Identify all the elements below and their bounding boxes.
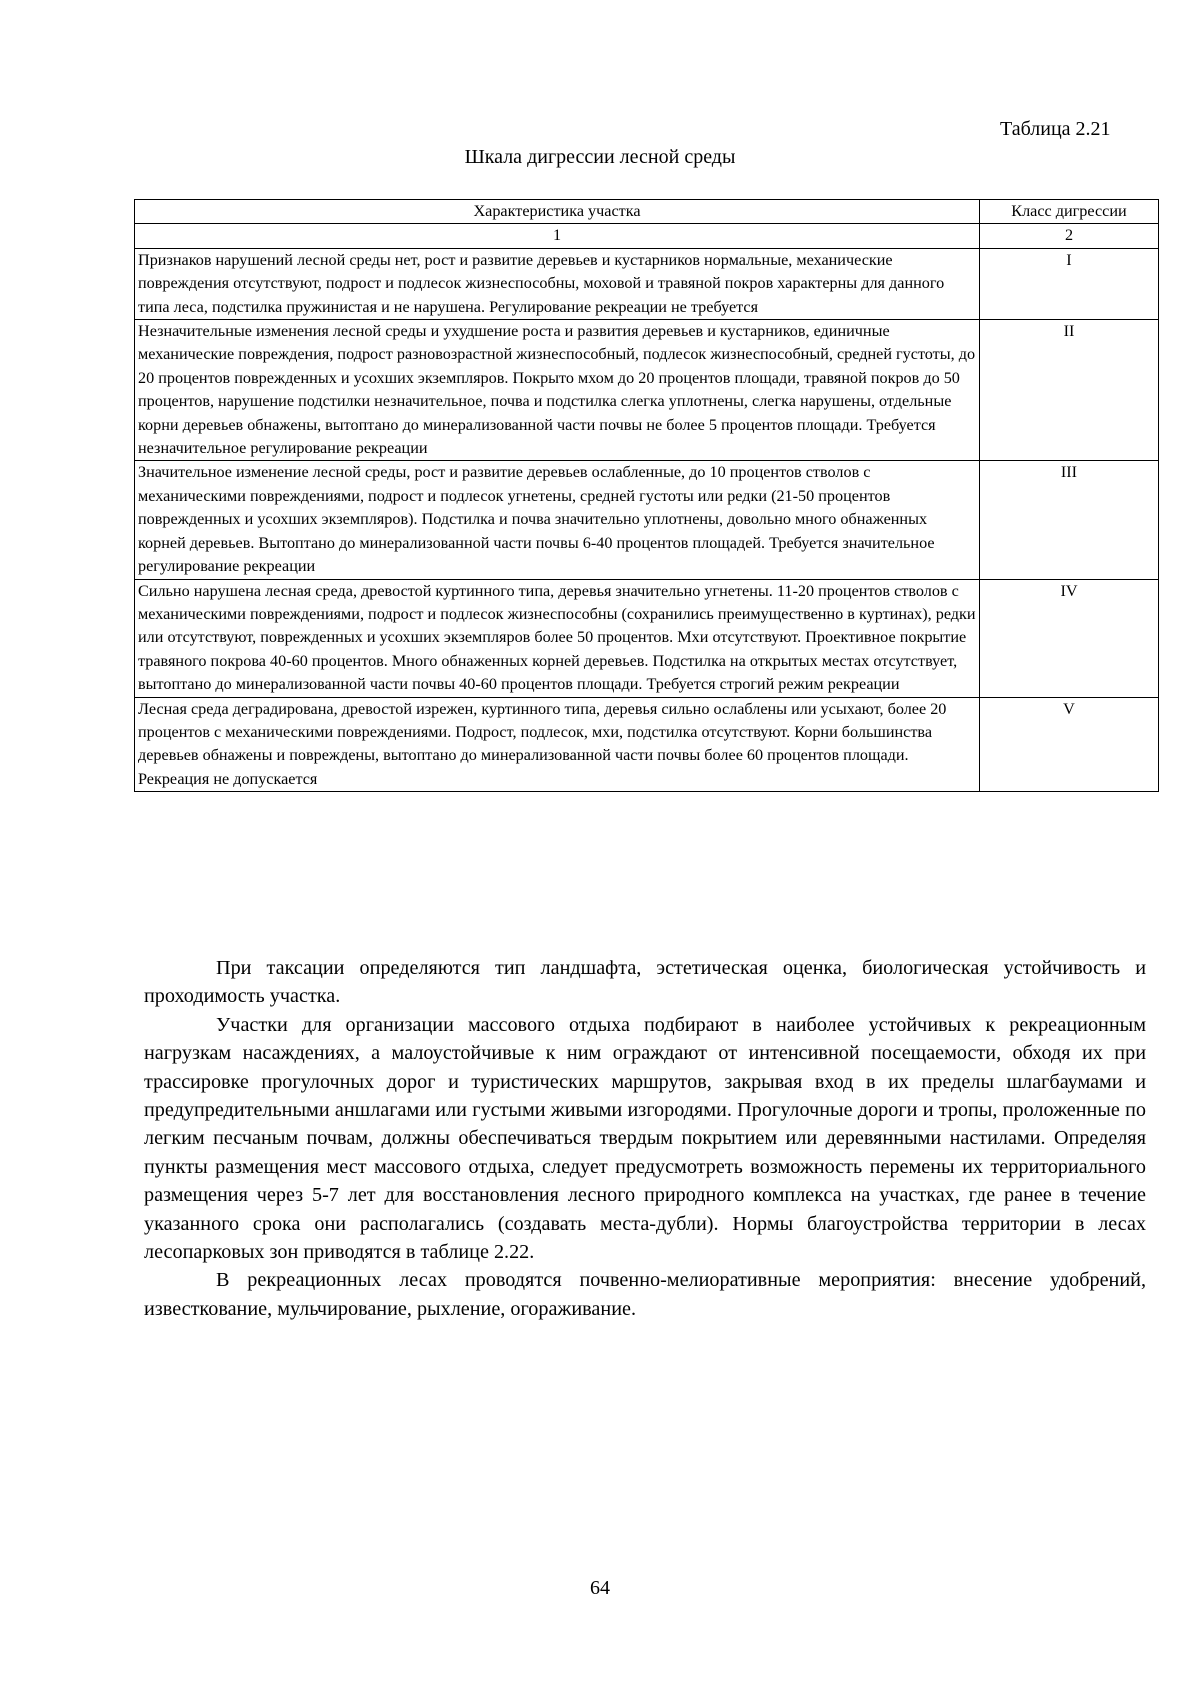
table-row — [135, 579, 1159, 697]
paragraph: При таксации определяются тип ландшафта, эстетическая оценка, биологическая устойчивость и проходимость участка. — [144, 957, 1146, 1008]
table-row — [135, 697, 1159, 792]
table-title: Шкала дигрессии лесной среды — [464, 146, 736, 168]
column-number-row — [135, 224, 1159, 248]
row-description: Значительное изменение лесной среды, рост и развитие деревьев ослабленные, до 10 процентов стволов с механическими повреждениями, подрост и подлесок угнетены, средней густоты или редки (21-50 процентов поврежденных и усохших экземпляров). Подстилка и почва значительно уплотнены, довольно много обнаженных корней деревьев. Вытоптано до минерализованной части почвы 6-40 процентов площадей. Требуется значительное регулирование рекреации — [135, 461, 980, 579]
row-description: Признаков нарушений лесной среды нет, рост и развитие деревьев и кустарников нормальные, механические повреждения отсутствуют, подрост и подлесок жизнеспособны, моховой и травяной покров характерны для данного типа леса, подстилка пружинистая и не нарушена. Регулирование рекреации не требуется — [135, 248, 980, 319]
header-digression-class: Класс дигрессии — [980, 200, 1159, 224]
table-header-row — [135, 200, 1159, 224]
column-number-1: 1 — [135, 224, 980, 248]
body-text — [144, 954, 1146, 1323]
row-class: I — [980, 248, 1159, 319]
paragraph: В рекреационных лесах проводятся почвенно-мелиоративные мероприятия: внесение удобрений, известкование, мульчирование, рыхление, огораживание. — [144, 1269, 1146, 1320]
row-description: Незначительные изменения лесной среды и ухудшение роста и развития деревьев и кустарников, единичные механические повреждения, подрост разновозрастной жизнеспособный, подлесок жизнеспособный, средней густоты, до 20 процентов поврежденных и усохших экземпляров. Покрыто мхом до 20 процентов площади, травяной покров до 50 процентов, нарушение подстилки незначительное, почва и подстилка слегка уплотнены, слегка нарушены, отдельные корни деревьев обнажены, вытоптано до минерализованной части почвы не более 5 процентов площади. Требуется незначительное регулирование рекреации — [135, 320, 980, 461]
row-description: Лесная среда деградирована, древостой изрежен, куртинного типа, деревья сильно ослаблены или усыхают, более 20 процентов с механическими повреждениями. Подрост, подлесок, мхи, подстилка отсутствуют. Корни большинства деревьев обнажены и повреждены, вытоптано до минерализованной части почвы более 60 процентов площади. Рекреация не допускается — [135, 697, 980, 792]
paragraph: Участки для организации массового отдыха подбирают в наиболее устойчивых к рекреационным нагрузкам насаждениях, а малоустойчивые к ним ограждают от интенсивной посещаемости, обходя их при трассировке прогулочных дорог и туристических маршрутов, закрывая вход в их пределы шлагбаумами и предупредительными аншлагами или густыми живыми изгородями. Прогулочные дороги и тропы, проложенные по легким песчаным почвам, должны обеспечиваться твердым покрытием или деревянными настилами. Определяя пункты размещения мест массового отдыха, следует предусмотреть возможность перемены их территориального размещения через 5-7 лет для восстановления лесного природного комплекса на участках, где ранее в течение указанного срока они располагались (создавать места-дубли). Нормы благоустройства территории в лесах лесопарковых зон приводятся в таблице 2.22. — [144, 1013, 1146, 1264]
row-class: II — [980, 320, 1159, 461]
row-class: III — [980, 461, 1159, 579]
row-class: V — [980, 697, 1159, 792]
table-row — [135, 461, 1159, 579]
row-class: IV — [980, 579, 1159, 697]
table-number-label: Таблица 2.21 — [1000, 118, 1111, 140]
table-row — [135, 320, 1159, 461]
digression-scale-table — [134, 199, 1159, 792]
page-number: 64 — [590, 1577, 610, 1599]
header-characteristic: Характеристика участка — [135, 200, 980, 224]
column-number-2: 2 — [980, 224, 1159, 248]
row-description: Сильно нарушена лесная среда, древостой куртинного типа, деревья значительно угнетены. 11-20 процентов стволов с механическими повреждениями, подрост и подлесок жизнеспособны (сохранились преимущественно в куртинах), редки или отсутствуют, поврежденных и усохших экземпляров более 50 процентов. Мхи отсутствуют. Проективное покрытие травяного покрова 40-60 процентов. Много обнаженных корней деревьев. Подстилка на открытых местах отсутствует, вытоптано до минерализованной части почвы 40-60 процентов площади. Требуется строгий режим рекреации — [135, 579, 980, 697]
table-row — [135, 248, 1159, 319]
